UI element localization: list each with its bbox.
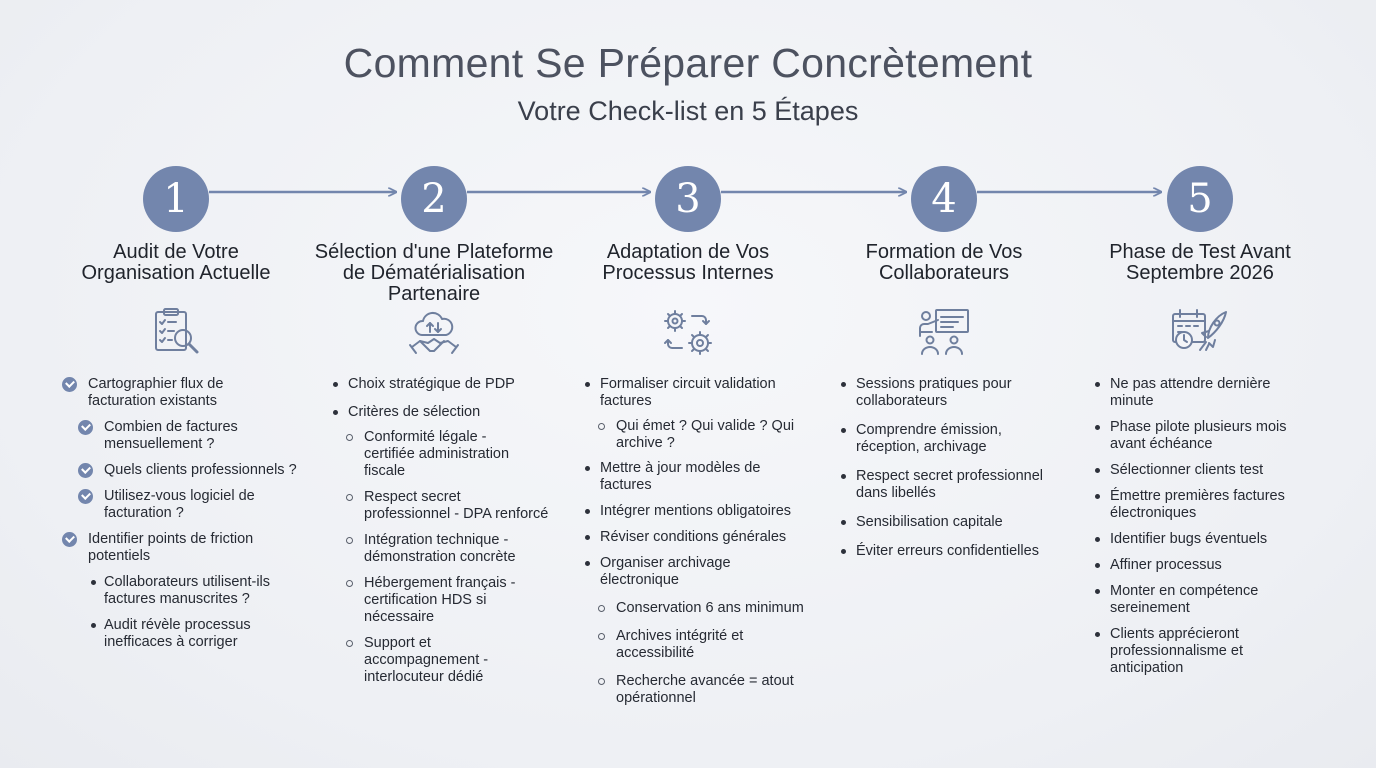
step-column-4 bbox=[824, 242, 1064, 358]
list-item: Phase pilote plusieurs mois avant échéance bbox=[1092, 419, 1287, 453]
list-item: Clients apprécieront professionnalisme et anticipation bbox=[1092, 626, 1287, 677]
step-title bbox=[1080, 242, 1320, 284]
step-2-items bbox=[330, 376, 548, 695]
step-title-line: de Dématérialisation bbox=[342, 262, 526, 284]
list-item: Collaborateurs utilisent-ils factures manuscrites ? bbox=[62, 574, 297, 608]
list-item: Choix stratégique de PDP bbox=[330, 376, 548, 393]
list-item: Organiser archivage électronique bbox=[582, 555, 804, 589]
checklist-magnifier-icon bbox=[150, 306, 202, 358]
list-item: Ne pas attendre dernière minute bbox=[1092, 376, 1287, 410]
step-title-line: Organisation Actuelle bbox=[81, 262, 271, 284]
step-title bbox=[56, 242, 296, 284]
list-item: Intégrer mentions obligatoires bbox=[582, 503, 804, 520]
list-item: Cartographier flux de facturation existants bbox=[62, 376, 297, 410]
list-item: Audit révèle processus inefficaces à corriger bbox=[62, 617, 297, 651]
list-item: Utilisez-vous logiciel de facturation ? bbox=[62, 488, 297, 522]
step-column-2 bbox=[304, 242, 564, 361]
calendar-rocket-icon bbox=[1170, 306, 1230, 358]
list-item: Comprendre émission, réception, archivage bbox=[838, 422, 1043, 456]
step-title-line: Septembre 2026 bbox=[1126, 262, 1274, 284]
bullet-icon bbox=[841, 382, 846, 387]
bullet-icon bbox=[1095, 468, 1100, 473]
list-item: Sensibilisation capitale bbox=[838, 514, 1043, 531]
bullet-icon bbox=[841, 549, 846, 554]
check-icon bbox=[62, 532, 77, 547]
step-title-line: Adaptation de Vos bbox=[606, 241, 770, 263]
bullet-icon bbox=[841, 474, 846, 479]
presentation-training-icon bbox=[916, 306, 972, 358]
ring-bullet-icon bbox=[346, 434, 353, 441]
list-item: Conservation 6 ans minimum bbox=[582, 600, 804, 617]
check-icon bbox=[78, 489, 93, 504]
step-number-badge: 4 bbox=[911, 166, 977, 232]
list-item: Hébergement français - certification HDS si nécessaire bbox=[330, 575, 548, 626]
step-title bbox=[304, 242, 564, 305]
bullet-icon bbox=[1095, 537, 1100, 542]
step-3-items bbox=[582, 376, 804, 716]
list-item: Sessions pratiques pour collaborateurs bbox=[838, 376, 1043, 410]
step-5-items bbox=[1092, 376, 1287, 686]
bullet-icon bbox=[91, 623, 96, 628]
step-column-5 bbox=[1080, 242, 1320, 358]
ring-bullet-icon bbox=[598, 678, 605, 685]
check-icon bbox=[78, 420, 93, 435]
page-title: Comment Se Préparer Concrètement bbox=[343, 40, 1033, 86]
bullet-icon bbox=[585, 466, 590, 471]
step-title-line: Partenaire bbox=[387, 283, 481, 305]
list-item: Support et accompagnement - interlocuteur dédié bbox=[330, 635, 548, 686]
step-column-3 bbox=[568, 242, 808, 358]
list-item: Sélectionner clients test bbox=[1092, 462, 1287, 479]
step-number-badge: 3 bbox=[655, 166, 721, 232]
bullet-icon bbox=[585, 535, 590, 540]
step-number-badge: 5 bbox=[1167, 166, 1233, 232]
ring-bullet-icon bbox=[598, 633, 605, 640]
step-title-line: Audit de Votre bbox=[113, 241, 239, 263]
list-item: Qui émet ? Qui valide ? Qui archive ? bbox=[582, 418, 804, 452]
bullet-icon bbox=[841, 428, 846, 433]
step-1-items bbox=[62, 376, 297, 660]
list-item: Combien de factures mensuellement ? bbox=[62, 419, 297, 453]
ring-bullet-icon bbox=[346, 494, 353, 501]
bullet-icon bbox=[1095, 425, 1100, 430]
step-column-1 bbox=[56, 242, 296, 358]
step-number-badge: 2 bbox=[401, 166, 467, 232]
ring-bullet-icon bbox=[346, 580, 353, 587]
bullet-icon bbox=[1095, 589, 1100, 594]
ring-bullet-icon bbox=[598, 423, 605, 430]
list-item: Réviser conditions générales bbox=[582, 529, 804, 546]
bullet-icon bbox=[1095, 632, 1100, 637]
list-item: Affiner processus bbox=[1092, 557, 1287, 574]
bullet-icon bbox=[1095, 382, 1100, 387]
bullet-icon bbox=[91, 580, 96, 585]
check-icon bbox=[62, 377, 77, 392]
list-item: Quels clients professionnels ? bbox=[62, 462, 297, 479]
list-item: Critères de sélection bbox=[330, 404, 548, 421]
step-title-line: Formation de Vos bbox=[865, 241, 1023, 263]
page-subtitle: Votre Check-list en 5 Étapes bbox=[517, 96, 859, 126]
list-item: Respect secret professionnel dans libellés bbox=[838, 468, 1043, 502]
list-item: Respect secret professionnel - DPA renforcé bbox=[330, 489, 548, 523]
bullet-icon bbox=[585, 561, 590, 566]
gears-cycle-icon bbox=[660, 306, 716, 358]
step-title-line: Sélection d'une Plateforme bbox=[314, 241, 554, 263]
step-number-badge: 1 bbox=[143, 166, 209, 232]
check-icon bbox=[78, 463, 93, 478]
list-item: Éviter erreurs confidentielles bbox=[838, 543, 1043, 560]
step-4-items bbox=[838, 376, 1043, 572]
list-item: Archives intégrité et accessibilité bbox=[582, 628, 804, 662]
list-item: Formaliser circuit validation factures bbox=[582, 376, 804, 410]
bullet-icon bbox=[333, 410, 338, 415]
step-title-line: Processus Internes bbox=[602, 262, 774, 284]
step-title bbox=[824, 242, 1064, 284]
list-item: Monter en compétence sereinement bbox=[1092, 583, 1287, 617]
cloud-handshake-icon bbox=[408, 309, 460, 361]
bullet-icon bbox=[585, 382, 590, 387]
ring-bullet-icon bbox=[346, 537, 353, 544]
bullet-icon bbox=[585, 509, 590, 514]
ring-bullet-icon bbox=[346, 640, 353, 647]
list-item: Conformité légale - certifiée administration fiscale bbox=[330, 429, 548, 480]
list-item: Intégration technique - démonstration concrète bbox=[330, 532, 548, 566]
ring-bullet-icon bbox=[598, 605, 605, 612]
bullet-icon bbox=[333, 382, 338, 387]
list-item: Identifier points de friction potentiels bbox=[62, 531, 297, 565]
step-title-line: Collaborateurs bbox=[878, 262, 1010, 284]
list-item: Recherche avancée = atout opérationnel bbox=[582, 673, 804, 707]
list-item: Émettre premières factures électroniques bbox=[1092, 488, 1287, 522]
list-item: Mettre à jour modèles de factures bbox=[582, 460, 804, 494]
step-title bbox=[568, 242, 808, 284]
step-title-line: Phase de Test Avant bbox=[1109, 241, 1291, 263]
bullet-icon bbox=[1095, 563, 1100, 568]
bullet-icon bbox=[841, 520, 846, 525]
bullet-icon bbox=[1095, 494, 1100, 499]
list-item: Identifier bugs éventuels bbox=[1092, 531, 1287, 548]
